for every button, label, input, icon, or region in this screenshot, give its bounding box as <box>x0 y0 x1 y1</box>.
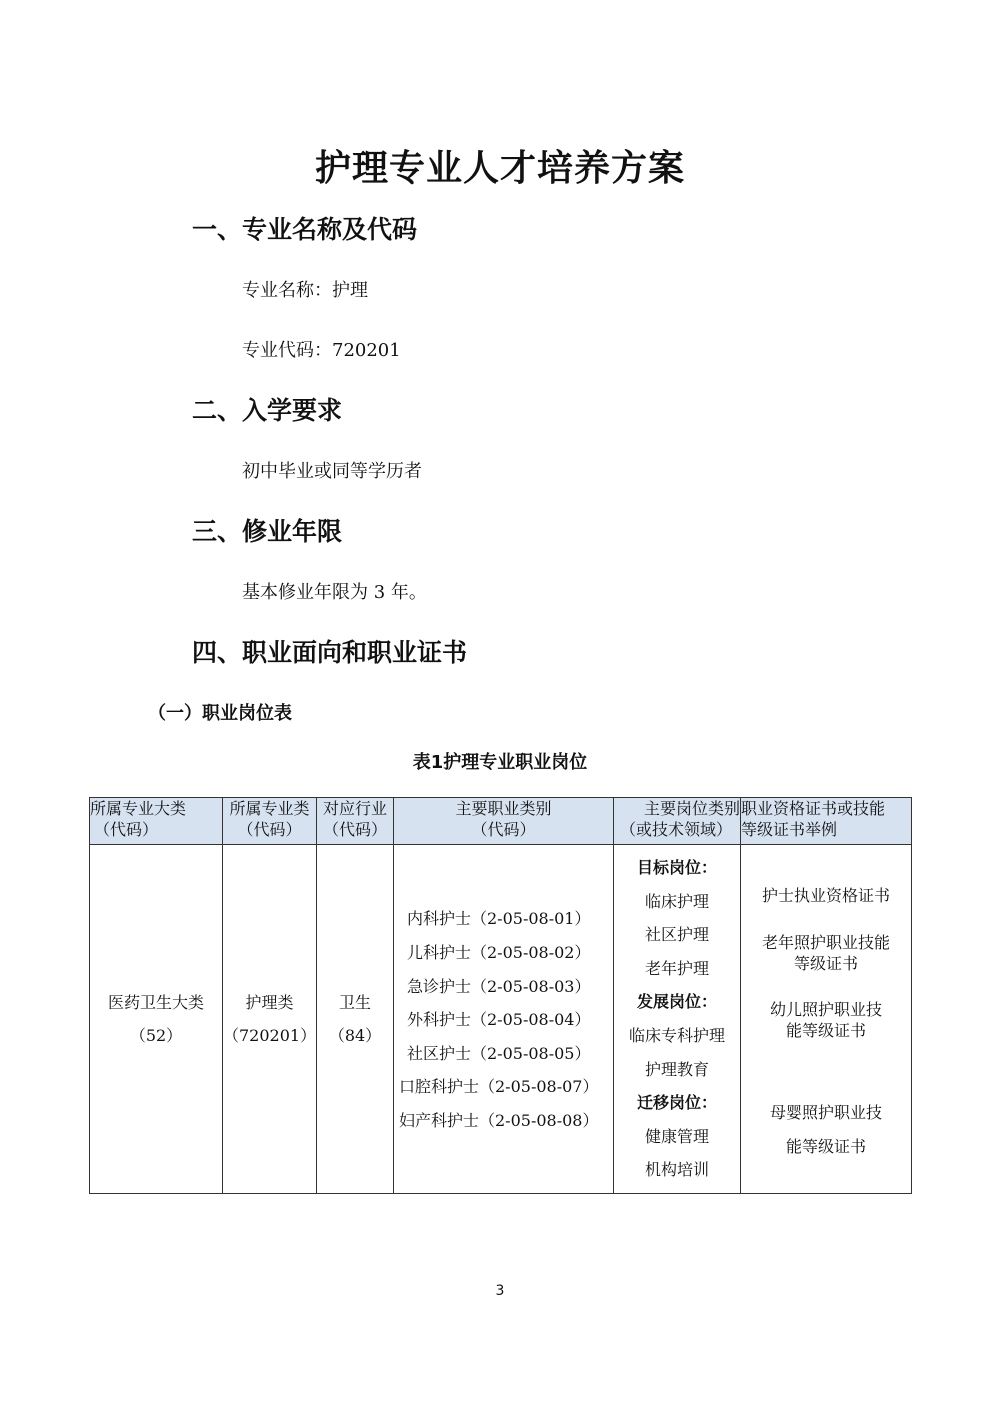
table-caption: 表1护理专业职业岗位 <box>412 752 588 773</box>
header-line: （代码） <box>322 820 387 839</box>
certificate-item: 等级证书 <box>793 954 858 973</box>
career-positions-table <box>89 797 912 1194</box>
header-line: 主要职业类别 <box>455 799 552 818</box>
major-code: 专业代码：720201 <box>242 340 401 361</box>
header-line: 对应行业 <box>322 799 387 818</box>
header-occupation <box>394 798 614 845</box>
cell-line: 医药卫生大类 <box>107 992 204 1012</box>
table-header-row <box>90 798 912 845</box>
cell-major-class <box>223 845 317 1194</box>
occupation-item: 妇产科护士（2-05-08-08） <box>399 1110 599 1130</box>
header-line: 主要岗位类别 <box>643 799 740 818</box>
header-line: 职业资格证书或技能 <box>741 799 886 818</box>
cell-line: （84） <box>328 1025 382 1045</box>
subsection-heading: （一）职业岗位表 <box>148 703 292 724</box>
cell-occupations <box>394 845 614 1194</box>
header-industry <box>317 798 394 845</box>
section-heading-1: 一、专业名称及代码 <box>192 215 418 244</box>
cell-major-category <box>90 845 223 1194</box>
cell-positions <box>614 845 741 1194</box>
page-number: 3 <box>495 1283 505 1299</box>
study-duration: 基本修业年限为 3 年。 <box>242 582 427 603</box>
occupation-item: 儿科护士（2-05-08-02） <box>407 942 591 962</box>
position-item: 老年护理 <box>644 958 709 978</box>
certificate-item: 幼儿照护职业技 <box>769 1000 882 1019</box>
header-line: （代码） <box>471 820 536 839</box>
certificate-item: 护士执业资格证书 <box>761 886 890 905</box>
position-label-develop: 发展岗位： <box>636 992 717 1012</box>
cell-line: （720201） <box>223 1025 317 1045</box>
occupation-item: 口腔科护士（2-05-08-07） <box>399 1077 599 1097</box>
position-label-transfer: 迁移岗位： <box>636 1093 717 1113</box>
occupation-item: 内科护士（2-05-08-01） <box>407 909 591 929</box>
cell-line: 卫生 <box>338 992 371 1012</box>
section-heading-2: 二、入学要求 <box>192 396 343 425</box>
cell-industry <box>317 845 394 1194</box>
section-heading-4: 四、职业面向和职业证书 <box>192 638 468 667</box>
header-line: （代码） <box>237 820 302 839</box>
position-item: 临床护理 <box>644 891 709 911</box>
position-item: 临床专科护理 <box>628 1025 725 1045</box>
header-major-class <box>223 798 317 845</box>
major-name: 专业名称：护理 <box>242 280 368 301</box>
table-row <box>90 845 912 1194</box>
header-line: （或技术领域） <box>620 820 733 839</box>
position-item: 护理教育 <box>644 1059 709 1079</box>
certificate-item: 能等级证书 <box>785 1137 866 1156</box>
certificate-item: 能等级证书 <box>785 1021 866 1040</box>
header-line: 所属专业类 <box>229 799 310 818</box>
occupation-item: 急诊护士（2-05-08-03） <box>407 976 591 996</box>
occupation-item: 外科护士（2-05-08-04） <box>407 1010 591 1030</box>
header-major-category <box>90 798 223 845</box>
certificate-item: 母婴照护职业技 <box>769 1103 882 1122</box>
page-title: 护理专业人才培养方案 <box>314 147 685 189</box>
cell-certificates <box>741 845 912 1194</box>
occupation-item: 社区护士（2-05-08-05） <box>407 1043 591 1063</box>
cell-line: 护理类 <box>245 992 294 1012</box>
position-label-target: 目标岗位： <box>636 858 717 877</box>
certificate-item: 老年照护职业技能 <box>761 933 890 952</box>
cell-line: （52） <box>129 1025 183 1045</box>
header-position <box>614 798 741 845</box>
header-certificate <box>741 798 912 845</box>
position-item: 社区护理 <box>644 925 709 945</box>
admission-requirement: 初中毕业或同等学历者 <box>242 461 422 482</box>
section-heading-3: 三、修业年限 <box>192 517 343 546</box>
position-item: 机构培训 <box>644 1160 709 1180</box>
header-line: 等级证书举例 <box>741 820 838 839</box>
header-line: 所属专业大类 <box>90 799 187 818</box>
header-line: （代码） <box>94 820 159 839</box>
position-item: 健康管理 <box>644 1126 709 1146</box>
